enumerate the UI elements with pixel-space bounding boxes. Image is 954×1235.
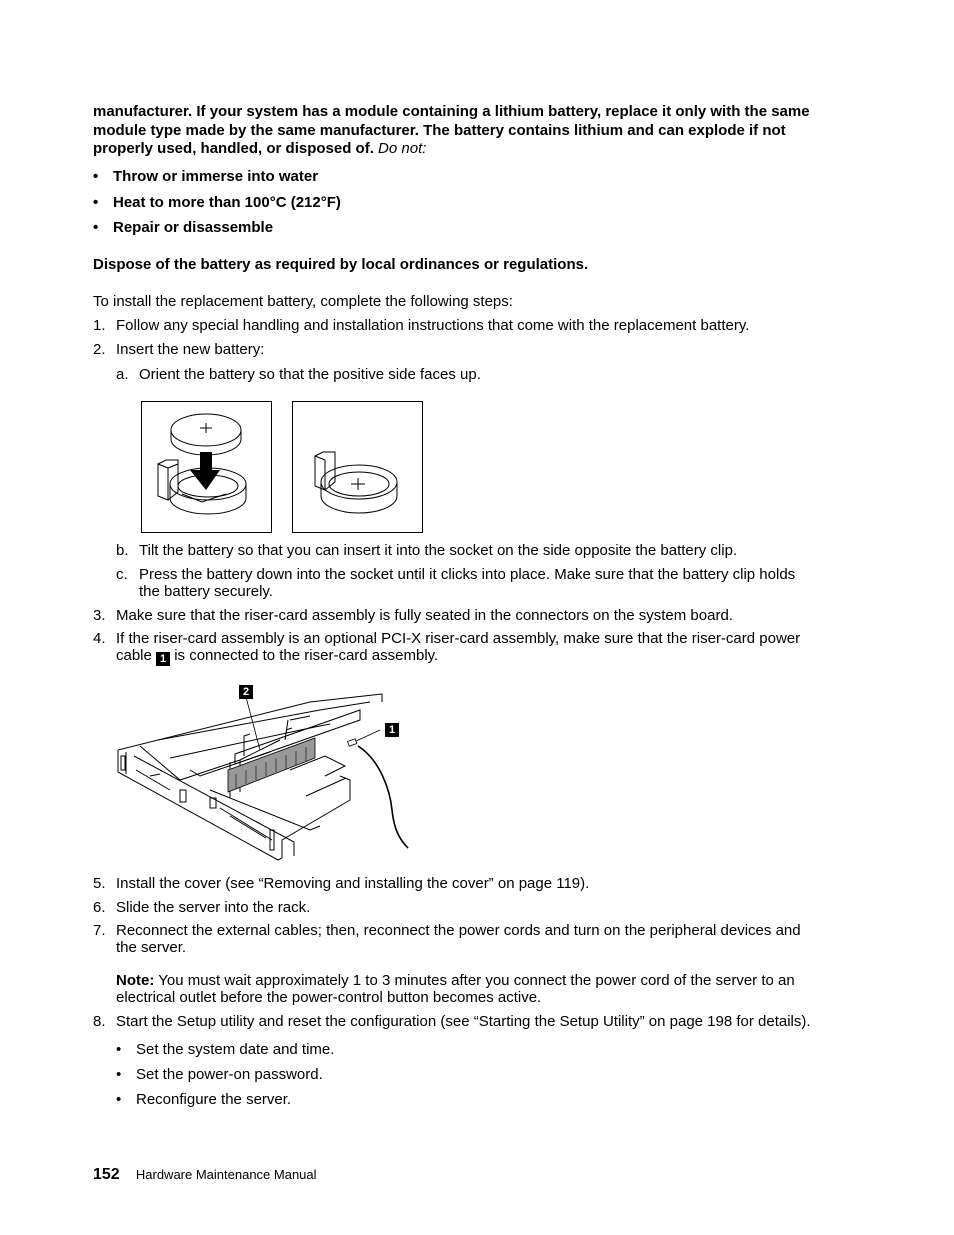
warning-do-not: Do not: xyxy=(378,140,427,157)
step-8-bullet-2: • Set the power-on password. xyxy=(116,1066,323,1083)
battery-seated-drawing xyxy=(293,402,422,532)
warning-bullet-1: • Throw or immerse into water xyxy=(93,168,319,185)
warning-line-3-bold: properly used, handled, or disposed of. xyxy=(93,140,374,157)
callout-1-inline: 1 xyxy=(156,652,170,666)
step-4-num: 4. xyxy=(93,630,106,647)
step-1-text: Follow any special handling and installation instructions that come with the replacement battery. xyxy=(116,317,750,334)
step-7-line-1: Reconnect the external cables; then, reconnect the power cords and turn on the peripheral devices and xyxy=(116,922,801,939)
step-6-text: Slide the server into the rack. xyxy=(116,899,311,916)
step-7-num: 7. xyxy=(93,922,106,939)
step-2a-num: a. xyxy=(116,366,129,383)
battery-seated-figure xyxy=(292,401,423,533)
step-4-line-1: If the riser-card assembly is an optional PCI-X riser-card assembly, make sure that the riser-card power xyxy=(116,630,801,647)
step-6-num: 6. xyxy=(93,899,106,916)
step-2 xyxy=(93,341,264,359)
step-2b-num: b. xyxy=(116,542,129,559)
warning-line-1: manufacturer. If your system has a module containing a lithium battery, replace it only with the same xyxy=(93,103,810,120)
step-8-bullet-1: • Set the system date and time. xyxy=(116,1041,335,1058)
step-5 xyxy=(93,875,589,893)
note-line-1 xyxy=(116,972,795,990)
riser-card-figure xyxy=(110,680,420,865)
warning-bullet-2-text: Heat to more than 100°C (212°F) xyxy=(113,194,341,211)
step-8-bullet-3-text: Reconfigure the server. xyxy=(136,1091,292,1108)
step-8-bullet-2-text: Set the power-on password. xyxy=(136,1066,323,1083)
warning-line-3 xyxy=(93,140,426,158)
step-2a xyxy=(116,366,481,384)
manual-title: Hardware Maintenance Manual xyxy=(135,1167,317,1182)
step-2-text: Insert the new battery: xyxy=(116,341,265,358)
step-5-num: 5. xyxy=(93,875,106,892)
step-8-bullet-1-text: Set the system date and time. xyxy=(136,1041,335,1058)
page-number: 152 xyxy=(93,1166,120,1183)
step-4-connected-text: is connected to the riser-card assembly. xyxy=(174,647,439,664)
step-4 xyxy=(93,630,800,648)
step-1 xyxy=(93,317,749,335)
note-label: Note: xyxy=(116,972,155,989)
step-5-text: Install the cover (see “Removing and installing the cover” on page 119). xyxy=(116,875,590,892)
warning-bullet-1-text: Throw or immerse into water xyxy=(113,168,319,185)
step-2c-line-1: Press the battery down into the socket until it clicks into place. Make sure that the battery clip holds xyxy=(139,566,796,583)
step-2c-num: c. xyxy=(116,566,128,583)
battery-insert-drawing xyxy=(142,402,271,532)
step-2c-line-2: the battery securely. xyxy=(139,583,273,600)
dispose-text: Dispose of the battery as required by local ordinances or regulations. xyxy=(93,256,589,273)
riser-card-drawing xyxy=(110,680,420,865)
step-2a-text: Orient the battery so that the positive side faces up. xyxy=(139,366,481,383)
step-4-cable-text: cable xyxy=(116,647,152,664)
note-line-2: electrical outlet before the power-control button becomes active. xyxy=(116,989,542,1006)
step-4-line-2 xyxy=(116,647,438,666)
step-3-num: 3. xyxy=(93,607,106,624)
step-2b xyxy=(116,542,737,560)
step-2c xyxy=(116,566,795,584)
step-6 xyxy=(93,899,310,917)
step-8-num: 8. xyxy=(93,1013,106,1030)
step-7-line-2: the server. xyxy=(116,939,187,956)
callout-2: 2 xyxy=(239,685,253,699)
step-3-text: Make sure that the riser-card assembly is fully seated in the connectors on the system board. xyxy=(116,607,733,624)
warning-bullet-2: • Heat to more than 100°C (212°F) xyxy=(93,194,341,211)
callout-1: 1 xyxy=(385,723,399,737)
step-2b-text: Tilt the battery so that you can insert it into the socket on the side opposite the battery clip. xyxy=(139,542,738,559)
page-footer xyxy=(93,1166,317,1184)
warning-line-2: module type made by the same manufacturer. The battery contains lithium and can explode if not xyxy=(93,122,786,139)
battery-insert-figure xyxy=(141,401,272,533)
step-8-bullet-3: • Reconfigure the server. xyxy=(116,1091,292,1108)
warning-bullet-3-text: Repair or disassemble xyxy=(113,219,274,236)
note-text-1: You must wait approximately 1 to 3 minutes after you connect the power cord of the server to an xyxy=(158,972,795,989)
intro-text: To install the replacement battery, complete the following steps: xyxy=(93,293,513,310)
step-7 xyxy=(93,922,801,940)
step-3 xyxy=(93,607,733,625)
warning-bullet-3: • Repair or disassemble xyxy=(93,219,274,236)
step-8-text: Start the Setup utility and reset the configuration (see “Starting the Setup Utility” on page 198 for details). xyxy=(116,1013,811,1030)
step-8 xyxy=(93,1013,811,1031)
step-1-num: 1. xyxy=(93,317,106,334)
step-2-num: 2. xyxy=(93,341,106,358)
